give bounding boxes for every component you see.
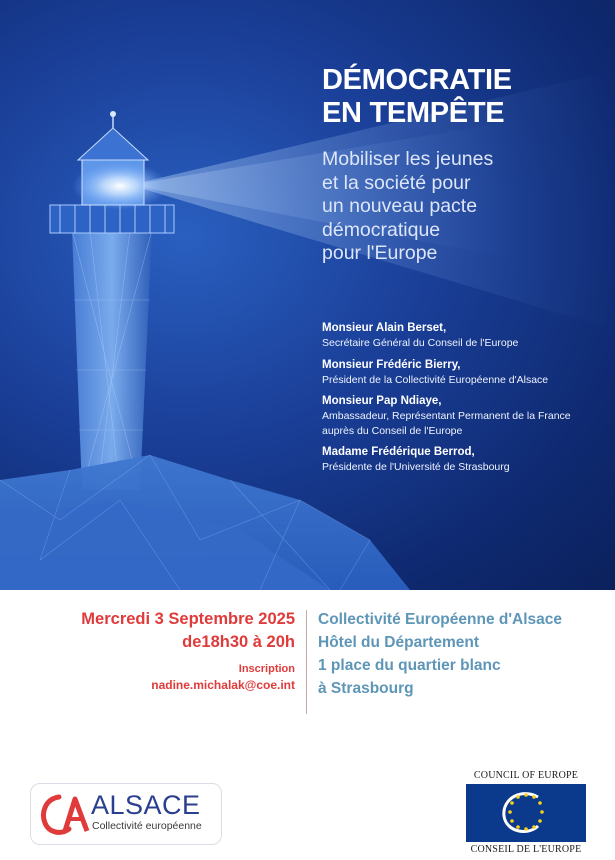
- speaker-entry: [322, 321, 607, 351]
- coe-logo: [466, 784, 586, 842]
- speaker-role-line: Président de la Collectivité Européenne d'Alsace: [322, 373, 549, 386]
- coe-name-fr: CONSEIL DE L'EUROPE: [470, 844, 582, 855]
- subtitle-line: Mobiliser les jeunes: [322, 148, 494, 170]
- event-time: de18h30 à 20h: [182, 633, 295, 651]
- schedule-block: [40, 608, 295, 693]
- alsace-logo: [30, 783, 222, 845]
- speaker-name: Monsieur Frédéric Bierry,: [322, 358, 461, 371]
- venue-line: Collectivité Européenne d'Alsace: [318, 611, 563, 628]
- event-subtitle: [322, 148, 607, 266]
- subtitle-line: pour l'Europe: [322, 242, 438, 264]
- registration-label: Inscription: [238, 663, 295, 675]
- title-line: DÉMOCRATIE: [322, 64, 512, 96]
- subtitle-line: démocratique: [322, 218, 441, 241]
- speaker-role: [322, 373, 607, 388]
- alsace-tagline: Collectivité européenne: [92, 820, 202, 832]
- speaker-role-line: Présidente de l'Université de Strasbourg: [322, 461, 510, 473]
- speaker-entry: [322, 394, 607, 438]
- event-date: Mercredi 3 Septembre 2025: [81, 610, 295, 628]
- speaker-entry: [322, 358, 607, 388]
- speaker-role-line: Secrétaire Général du Conseil de l'Europe: [322, 337, 519, 349]
- title-line: EN TEMPÊTE: [322, 97, 505, 129]
- speaker-entry: [322, 445, 607, 475]
- speaker-name: Monsieur Pap Ndiaye,: [322, 395, 442, 407]
- alsace-emblem-icon: [39, 791, 93, 839]
- event-title: [322, 64, 602, 130]
- speaker-role-line: auprès du Conseil de l'Europe: [322, 424, 463, 437]
- speaker-name: Monsieur Alain Berset,: [322, 322, 447, 334]
- speaker-name: Madame Frédérique Berrod,: [322, 446, 475, 458]
- subtitle-line: un nouveau pacte: [322, 195, 478, 217]
- venue-line: à Strasbourg: [318, 680, 414, 697]
- speaker-role: [322, 336, 607, 351]
- venue-address: [318, 608, 608, 700]
- venue-line: Hôtel du Département: [318, 634, 480, 651]
- subtitle-line: et la société pour: [322, 171, 471, 194]
- event-details: [0, 590, 615, 860]
- divider: [306, 610, 307, 714]
- coe-name-en: COUNCIL OF EUROPE: [473, 770, 579, 781]
- speaker-list: [322, 321, 607, 482]
- venue-line: 1 place du quartier blanc: [318, 657, 501, 674]
- alsace-wordmark: ALSACE: [91, 790, 201, 820]
- speaker-role: [322, 409, 607, 438]
- coe-stars-icon: [466, 784, 586, 842]
- registration-email-link[interactable]: nadine.michalak@coe.int: [151, 678, 295, 692]
- speaker-role: [322, 460, 607, 475]
- speaker-role-line: Ambassadeur, Représentant Permanent de la France: [322, 410, 571, 422]
